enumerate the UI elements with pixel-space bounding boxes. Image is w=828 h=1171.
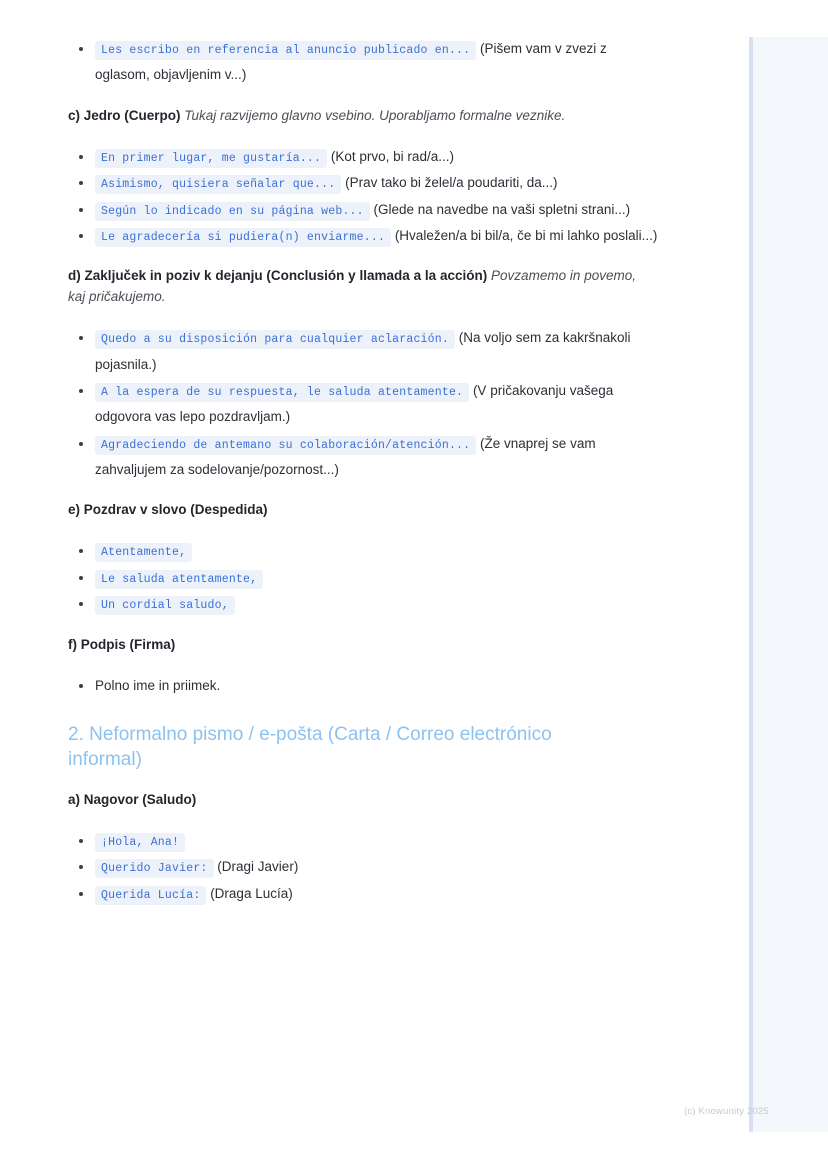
phrase-chip[interactable]: Querida Lucía: (95, 886, 206, 905)
section-heading-label: a) Nagovor (Saludo) (68, 792, 197, 808)
bullets-jedro (68, 144, 700, 250)
translation-gloss: (Glede na navedbe na vaši spletni strani...) (373, 201, 631, 217)
spacer (68, 618, 700, 635)
bullets-intro-continued (68, 36, 700, 89)
translation-gloss: (Pišem vam v zvezi z oglasom, objavljenim v...) (95, 41, 607, 83)
phrase-chip[interactable]: Les escribo en referencia al anuncio publicado en... (95, 41, 476, 60)
section-heading-note: Tukaj razvijemo glavno vsebino. Uporabljamo formalne veznike. (184, 107, 566, 123)
section-heading-note: Povzamemo in povemo, kaj pričakujemo. (68, 268, 636, 305)
bullets-podpis (68, 673, 700, 699)
heading-a-nagovor (68, 790, 636, 811)
list-item (68, 828, 665, 854)
translation-gloss: (Draga Lucía) (210, 885, 293, 901)
phrase-chip[interactable]: Quedo a su disposición para cualquier aclaración. (95, 330, 455, 349)
translation-gloss: (V pričakovanju vašega odgovora vas lepo pozdravljam.) (95, 382, 614, 425)
list-item (68, 144, 665, 170)
spacer (68, 660, 700, 673)
spacer (68, 699, 700, 722)
section-heading-label: f) Podpis (Firma) (68, 636, 176, 652)
spacer (68, 89, 700, 106)
heading-d-zakljucek (68, 266, 636, 308)
spacer (68, 773, 700, 790)
translation-gloss: Polno ime in priimek. (95, 677, 221, 693)
translation-gloss: (Prav tako bi želel/a poudariti, da...) (345, 175, 558, 191)
spacer (68, 131, 700, 144)
spacer (68, 249, 700, 266)
phrase-chip[interactable]: Atentamente, (95, 543, 192, 562)
phrase-chip[interactable]: Querido Javier: (95, 859, 214, 878)
phrase-chip[interactable]: A la espera de su respuesta, le saluda atentamente. (95, 383, 469, 402)
section-heading-label: e) Pozdrav v slovo (Despedida) (68, 502, 268, 518)
translation-gloss: (Na voljo sem za kakršnakoli pojasnila.) (95, 330, 631, 372)
bullets-pozdrav (68, 538, 700, 617)
list-item (68, 223, 665, 249)
translation-gloss: (Hvaležen/a bi bil/a, če bi mi lahko poslali...) (394, 227, 658, 243)
list-item (68, 431, 665, 484)
translation-gloss: (Že vnaprej se vam zahvaljujem za sodelovanje/pozornost...) (95, 435, 596, 478)
phrase-chip[interactable]: Agradeciendo de antemano su colaboración/atención... (95, 436, 476, 455)
list-item (68, 854, 665, 880)
phrase-chip[interactable]: Asimismo, quisiera señalar que... (95, 175, 341, 194)
spacer (68, 525, 700, 538)
heading-c-jedro (68, 106, 636, 127)
section-heading-label: c) Jedro (Cuerpo) (68, 107, 181, 123)
copyright-watermark: (c) Knowunity 2025 (684, 1106, 769, 1117)
bullets-zakljucek (68, 325, 700, 483)
list-item (68, 881, 665, 907)
list-item (68, 36, 665, 89)
phrase-chip[interactable]: Le agradecería si pudiera(n) enviarme... (95, 228, 391, 247)
phrase-chip[interactable]: Un cordial saludo, (95, 596, 235, 615)
list-item (68, 197, 665, 223)
list-item (68, 170, 665, 196)
list-item (68, 325, 665, 378)
spacer (68, 312, 700, 325)
section-heading-label: d) Zaključek in poziv k dejanju (Conclusión y llamada a la acción) (68, 268, 488, 284)
translation-gloss: (Dragi Javier) (217, 859, 299, 875)
list-item (68, 673, 665, 699)
phrase-chip[interactable]: ¡Hola, Ana! (95, 833, 185, 852)
phrase-chip[interactable]: En primer lugar, me gustaría... (95, 149, 327, 168)
list-item (68, 378, 665, 431)
right-side-panel[interactable] (749, 37, 828, 1132)
list-item (68, 565, 665, 591)
bullets-nagovor (68, 828, 700, 907)
heading-2-neformalno-pismo: 2. Neformalno pismo / e-pošta (Carta / Correo electrónico informal) (68, 723, 552, 771)
spacer (68, 815, 700, 828)
heading-e-pozdrav (68, 500, 636, 521)
spacer (68, 483, 700, 500)
phrase-chip[interactable]: Según lo indicado en su página web... (95, 202, 370, 221)
phrase-chip[interactable]: Le saluda atentamente, (95, 570, 263, 589)
translation-gloss: (Kot prvo, bi rad/a...) (330, 148, 454, 164)
list-item (68, 591, 665, 617)
heading-f-podpis (68, 635, 636, 656)
list-item (68, 538, 665, 564)
